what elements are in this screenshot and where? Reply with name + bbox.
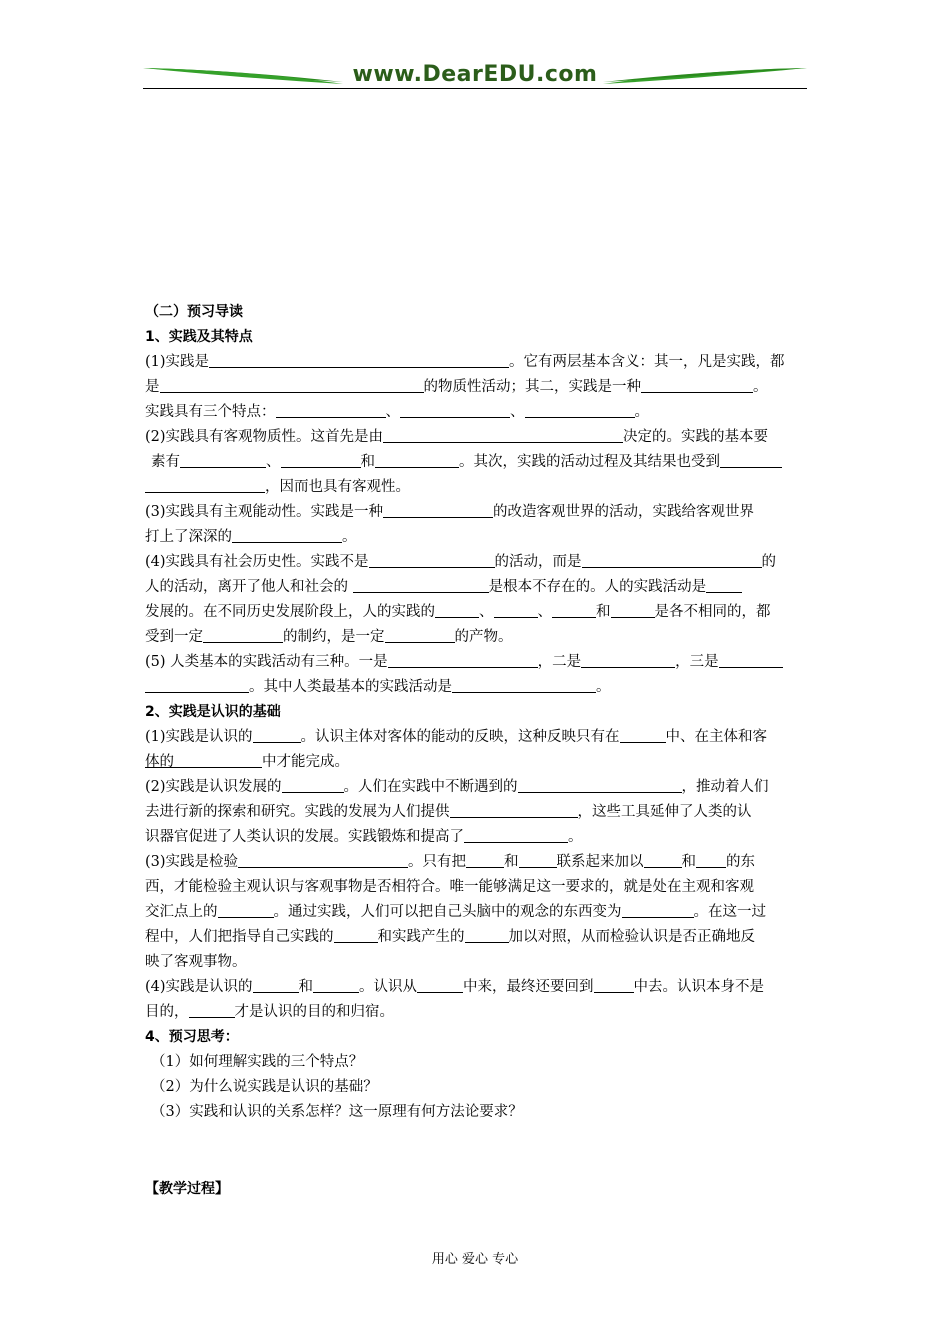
text: 决定的。实践的基本要 (623, 429, 769, 445)
fill-blank[interactable] (466, 852, 504, 868)
text: 中来，最终还要回到 (463, 979, 594, 995)
fill-blank[interactable] (281, 452, 361, 468)
fill-blank[interactable] (417, 977, 463, 993)
part2-line8 (145, 900, 808, 925)
fill-blank[interactable] (253, 977, 299, 993)
part1-line10 (145, 575, 808, 600)
text: 。 (753, 379, 768, 395)
text: 是 (145, 379, 160, 395)
part2-line7: 西，才能检验主观认识与客观事物是否相符合。唯一能够满足这一要求的，就是处在主观和客观 (145, 879, 754, 895)
part1-line8 (145, 525, 808, 550)
text: 的活动，而是 (494, 554, 582, 570)
part2-line2 (145, 750, 808, 775)
text: 。它有两层基本含义：其一，凡是实践，都 (509, 354, 785, 370)
part2-line3 (145, 775, 808, 800)
text: 。认识主体对客体的能动的反映，这种反映只有在 (300, 729, 620, 745)
spacer (145, 1125, 808, 1177)
fill-blank[interactable] (552, 602, 596, 618)
part1-line3 (145, 400, 808, 425)
fill-blank[interactable] (400, 402, 510, 418)
question-3: （3）实践和认识的关系怎样？这一原理有何方法论要求？ (151, 1104, 523, 1120)
text: 识器官促进了人类认识的发展。实践锻炼和提高了 (145, 829, 464, 845)
text: ，二是 (537, 654, 582, 670)
text: 的东 (726, 854, 756, 870)
text: (5) 人类基本的实践活动有三种。一是 (145, 654, 388, 670)
text: ，三是 (675, 654, 719, 670)
fill-blank[interactable] (180, 452, 266, 468)
fill-blank[interactable] (706, 577, 742, 593)
text: 才是认识的目的和归宿。 (234, 1004, 394, 1020)
text: 。通过实践，人们可以把自己头脑中的观念的东西变为 (273, 904, 622, 920)
fill-blank[interactable] (353, 577, 489, 593)
fill-blank[interactable] (189, 1002, 235, 1018)
part1-line5 (145, 450, 808, 475)
text: (4)实践是认识的 (145, 979, 253, 995)
text: 的制约，是一定 (283, 629, 385, 645)
fill-blank[interactable] (238, 852, 408, 868)
text: 素有 (151, 454, 180, 470)
part1-line2 (145, 375, 808, 400)
text: 和 (681, 854, 697, 870)
part1-line14 (145, 675, 808, 700)
text: 。认识从 (359, 979, 418, 995)
fill-blank[interactable] (385, 627, 455, 643)
fill-blank[interactable] (253, 727, 301, 743)
text: 和实践产生的 (377, 929, 465, 945)
text: ，这些工具延伸了人类的认 (577, 804, 752, 820)
part2-line5 (145, 825, 808, 850)
text: 的改造客观世界的活动，实践给客观世界 (493, 504, 755, 520)
question-1: （1）如何理解实践的三个特点？ (151, 1054, 364, 1070)
fill-blank[interactable] (696, 852, 726, 868)
fill-blank[interactable] (232, 527, 342, 543)
fill-blank[interactable] (641, 377, 753, 393)
fill-blank[interactable] (464, 827, 568, 843)
text: 加以对照，从而检验认识是否正确地反 (508, 929, 755, 945)
fill-blank[interactable] (719, 652, 783, 668)
fill-blank[interactable] (145, 477, 265, 493)
fill-blank[interactable] (383, 502, 493, 518)
header-rule (143, 88, 807, 89)
part2-line10: 映了客观事物。 (145, 954, 247, 970)
fill-blank[interactable] (465, 927, 509, 943)
fill-blank[interactable] (594, 977, 634, 993)
fill-blank[interactable] (282, 777, 344, 793)
text: 目的， (145, 1004, 189, 1020)
text: 、 (510, 404, 525, 420)
fill-blank[interactable] (452, 677, 596, 693)
fill-blank[interactable] (203, 627, 283, 643)
part2-line6 (145, 850, 808, 875)
text: 程中，人们把指导自己实践的 (145, 929, 334, 945)
text: 、 (537, 604, 552, 620)
text: 受到一定 (145, 629, 203, 645)
text: 和 (596, 604, 611, 620)
part1-line1 (145, 350, 808, 375)
text: 是根本不存在的。人的实践活动是 (488, 579, 707, 595)
fill-blank[interactable] (174, 752, 262, 768)
fill-blank[interactable] (525, 402, 635, 418)
fill-blank[interactable] (581, 652, 675, 668)
text: (1)实践是认识的 (145, 729, 253, 745)
part1-line9 (145, 550, 808, 575)
text: 中、在主体和客 (665, 729, 768, 745)
text: 打上了深深的 (145, 529, 232, 545)
text: 。 (634, 404, 649, 420)
fill-blank[interactable] (519, 852, 557, 868)
fill-blank[interactable] (375, 452, 459, 468)
text: 发展的。在不同历史发展阶段上，人的实践的 (145, 604, 435, 620)
part4-heading: 4、预习思考： (145, 1029, 239, 1045)
text: (4)实践具有社会历史性。实践不是 (145, 554, 369, 570)
fill-blank[interactable] (720, 452, 782, 468)
part1-heading: 1、实践及其特点 (145, 329, 253, 345)
text: 、 (479, 604, 494, 620)
part2-line12 (145, 1000, 808, 1025)
text: 的 (761, 554, 777, 570)
text: 。在这一过 (693, 904, 766, 920)
text: ，推动着人们 (681, 779, 769, 795)
text: 。只有把 (408, 854, 467, 870)
fill-blank[interactable] (582, 552, 762, 568)
text: 和 (360, 454, 375, 470)
part1-line13 (145, 650, 808, 675)
part1-line11 (145, 600, 808, 625)
fill-blank[interactable] (313, 977, 359, 993)
text: 中才能完成。 (262, 754, 349, 770)
part2-line4 (145, 800, 808, 825)
fill-blank[interactable] (383, 427, 623, 443)
document-body (145, 300, 808, 1202)
fill-blank[interactable] (622, 902, 694, 918)
fill-blank[interactable] (620, 727, 666, 743)
question-2: （2）为什么说实践是认识的基础？ (151, 1079, 378, 1095)
text: 去进行新的探索和研究。实践的发展为人们提供 (145, 804, 450, 820)
fill-blank[interactable] (450, 802, 578, 818)
text: 联系起来加以 (556, 854, 644, 870)
text: (1)实践是 (145, 354, 210, 370)
text: ，因而也具有客观性。 (265, 479, 410, 495)
text: 体的 (145, 754, 174, 770)
text: 实践具有三个特点： (145, 404, 276, 420)
text: 。其次，实践的活动过程及其结果也受到 (459, 454, 720, 470)
fill-blank[interactable] (611, 602, 655, 618)
text: 的产物。 (454, 629, 513, 645)
fill-blank[interactable] (209, 352, 509, 368)
site-header (143, 60, 807, 94)
fill-blank[interactable] (388, 652, 538, 668)
text: 。其中人类最基本的实践活动是 (249, 679, 452, 695)
fill-blank[interactable] (276, 402, 386, 418)
fill-blank[interactable] (145, 677, 249, 693)
text: (2)实践具有客观物质性。这首先是由 (145, 429, 384, 445)
part2-line1 (145, 725, 808, 750)
text: 和 (298, 979, 314, 995)
part2-line9 (145, 925, 808, 950)
text: 是各不相同的，都 (654, 604, 771, 620)
fill-blank[interactable] (218, 902, 274, 918)
text: 。 (342, 529, 357, 545)
part1-line7 (145, 500, 808, 525)
site-logo-text: www.DearEDU.com (352, 62, 598, 87)
text: 交汇点上的 (145, 904, 218, 920)
text: 。 (568, 829, 583, 845)
text: 、 (385, 404, 400, 420)
text: 中去。认识本身不是 (633, 979, 765, 995)
part1-line12 (145, 625, 808, 650)
text: (3)实践具有主观能动性。实践是一种 (145, 504, 384, 520)
text: 人的活动，离开了他人和社会的 (145, 579, 348, 595)
fill-blank[interactable] (494, 602, 538, 618)
fill-blank[interactable] (644, 852, 682, 868)
text: (2)实践是认识发展的 (145, 779, 282, 795)
fill-blank[interactable] (369, 552, 495, 568)
teaching-process-title: 【教学过程】 (145, 1181, 229, 1197)
text: 和 (504, 854, 519, 870)
page-footer: 用心 爱心 专心 (431, 1252, 519, 1267)
fill-blank[interactable] (518, 777, 682, 793)
fill-blank[interactable] (435, 602, 479, 618)
fill-blank[interactable] (160, 377, 424, 393)
text: 、 (266, 454, 281, 470)
text: 的物质性活动；其二，实践是一种 (423, 379, 641, 395)
fill-blank[interactable] (334, 927, 378, 943)
text: 。 (596, 679, 611, 695)
part1-line6 (145, 475, 808, 500)
text: (3)实践是检验 (145, 854, 239, 870)
part2-heading: 2、实践是认识的基础 (145, 704, 281, 720)
section-title: （二）预习导读 (145, 304, 243, 320)
text: 。人们在实践中不断遇到的 (343, 779, 518, 795)
part1-line4 (145, 425, 808, 450)
part2-line11 (145, 975, 808, 1000)
